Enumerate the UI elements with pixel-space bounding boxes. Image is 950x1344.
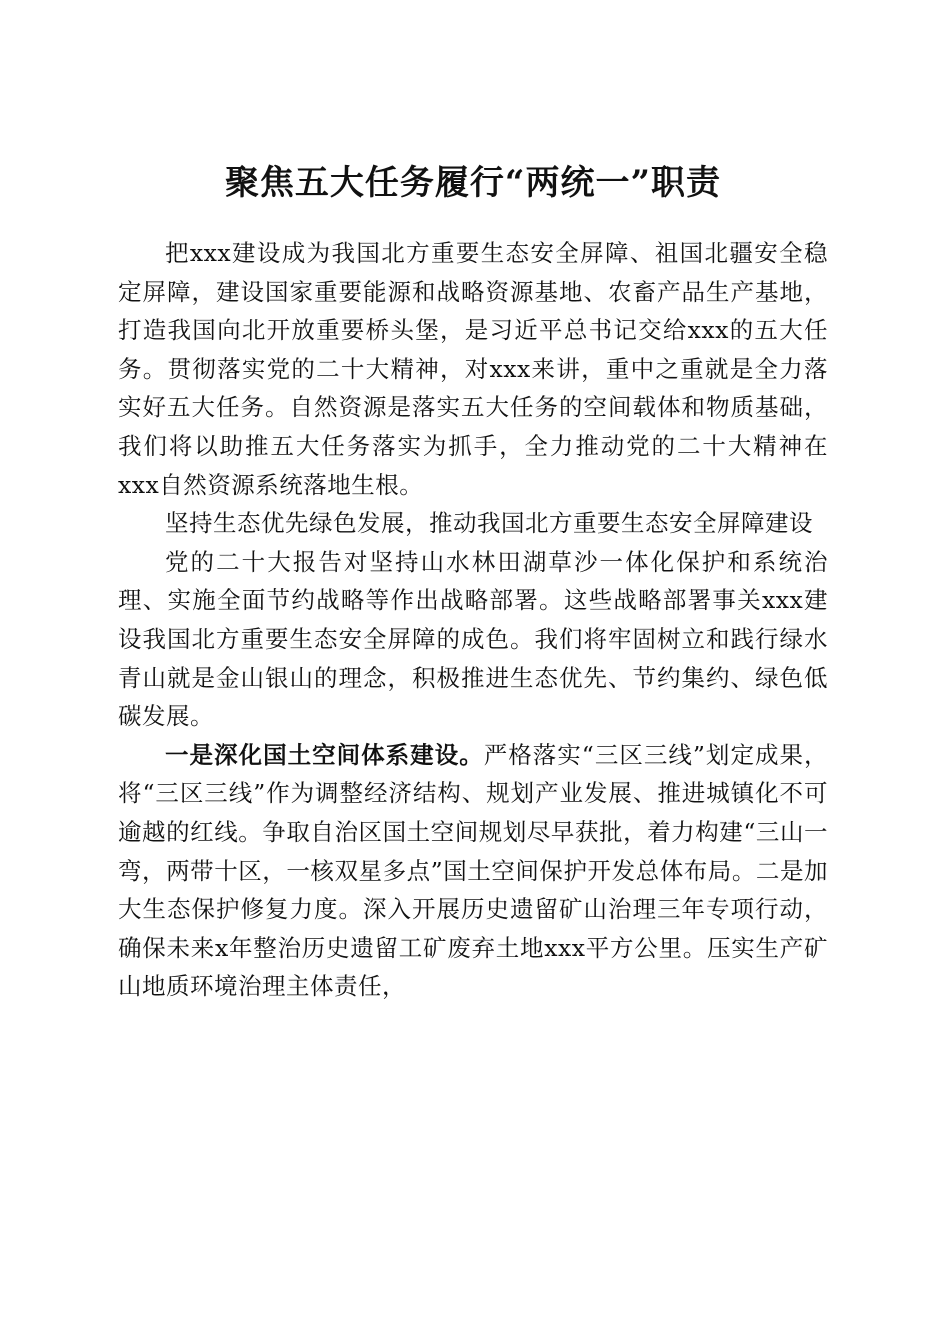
- document-title: 聚焦五大任务履行“两统一”职责: [224, 162, 722, 203]
- paragraph-intro: 把xxx建设成为我国北方重要生态安全屏障、祖国北疆安全稳定屏障，建设国家重要能源和战略资源基地、农畜产品生产基地，打造我国向北开放重要桥头堡，是习近平总书记交给xxx的五大任务。贯彻落实党的二十大精神，对xxx来讲，重中之重就是全力落实好五大任务。自然资源是落实五大任务的空间载体和物质基础，我们将以助推五大任务落实为抓手，全力推动党的二十大精神在xxx自然资源系统落地生根。: [118, 239, 828, 499]
- paragraph-tasks: [118, 736, 828, 1006]
- paragraph-strategy: 党的二十大报告对坚持山水林田湖草沙一体化保护和系统治理、实施全面节约战略等作出战略部署。这些战略部署事关xxx建设我国北方重要生态安全屏障的成色。我们将牢固树立和践行绿水青山就是金山银山的理念，积极推进生态优先、节约集约、绿色低碳发展。: [118, 547, 828, 731]
- section-heading: 坚持生态优先绿色发展，推动我国北方重要生态安全屏障建设: [165, 509, 813, 538]
- document-body: [118, 234, 828, 1006]
- paragraph-text: 严格落实“三区三线”划定成果，将“三区三线”作为调整经济结构、规划产业发展、推进城镇化不可逾越的红线。争取自治区国土空间规划尽早获批，着力构建“三山一弯，两带十区，一核双星多点”国土空间保护开发总体布局。二是加大生态保护修复力度。深入开展历史遗留矿山治理三年专项行动，确保未来x年整治历史遗留工矿废弃土地xxx平方公里。压实生产矿山地质环境治理主体责任，: [118, 740, 829, 1001]
- paragraph-lead: 一是深化国土空间体系建设。: [165, 740, 484, 769]
